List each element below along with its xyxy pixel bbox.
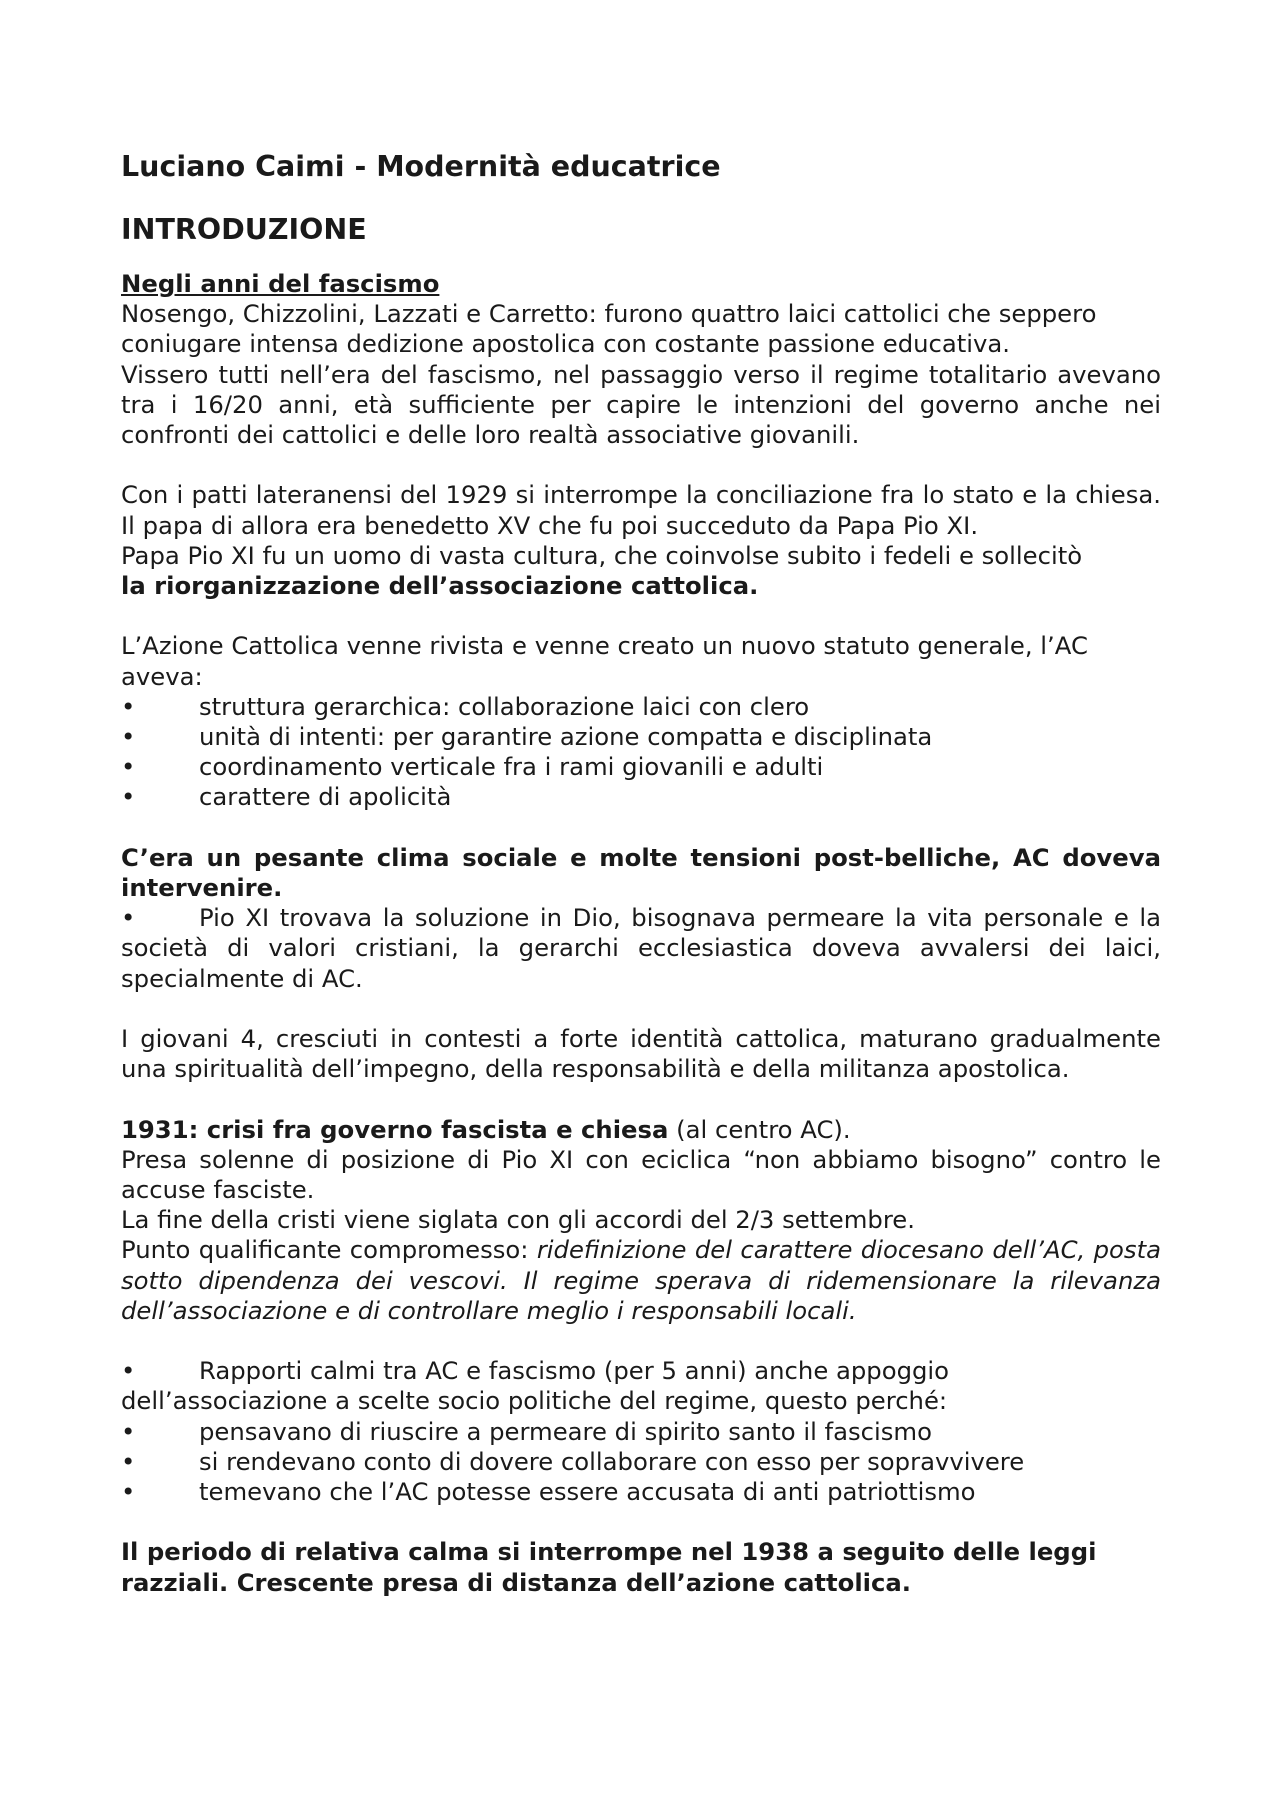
section-heading: INTRODUZIONE (121, 213, 367, 246)
document-page (121, 150, 1161, 1598)
bullet-icon: • (121, 1477, 136, 1507)
ac-features-list (121, 692, 1161, 813)
paragraph-ac-statute: L’Azione Cattolica venne rivista e venne creato un nuovo statuto generale, l’AC aveva: (121, 631, 1088, 691)
paragraph-encyclical: Presa solenne di posizione di Pio XI con eciclica “non abbiamo bisogno” contro le accuse fasciste. (121, 1144, 1161, 1205)
bullet-icon: • (121, 752, 136, 782)
document-title: Luciano Caimi - Modernità educatrice (121, 150, 721, 183)
list-item: • struttura gerarchica: collaborazione laici con clero (121, 691, 810, 721)
list-item: • temevano che l’AC potesse essere accusata di anti patriottismo (121, 1477, 976, 1507)
list-item: • pensavano di riuscire a permeare di spirito santo il fascismo (121, 1416, 932, 1446)
list-item: • carattere di apolicità (121, 782, 452, 812)
pius-xi-text: Papa Pio XI fu un uomo di vasta cultura, che coinvolse subito i fedeli e sollecitò (121, 540, 1083, 570)
list-item: • si rendevano conto di dovere collaborare con esso per sopravvivere (121, 1446, 1025, 1476)
paragraph-september-accords: La fine della cristi viene siglata con gli accordi del 2/3 settembre. (121, 1205, 915, 1235)
paragraph-pius-xi (121, 541, 1161, 601)
bullet-icon: • (121, 903, 136, 933)
list-item: • unità di intenti: per garantire azione compatta e disciplinata (121, 722, 933, 752)
paragraph-compromise: Punto qualificante compromesso: ridefinizione del carattere diocesano dell’AC, posta sotto dipendenza dei vescovi. Il regime sperava di ridemensionare la rilevanza dell’associazione e di controllare meglio i responsabili locali. (121, 1235, 1161, 1325)
paragraph-lateran-pacts: Con i patti lateranensi del 1929 si interrompe la conciliazione fra lo stato e la chiesa. Il papa di allora era benedetto XV che fu poi succeduto da Papa Pio XI. (121, 480, 1161, 540)
bullet-icon: • (121, 722, 136, 752)
paragraph-post-war-climate: C’era un pesante clima sociale e molte tensioni post-belliche, AC doveva intervenire. (121, 842, 1161, 903)
bullet-icon: • (121, 782, 136, 812)
paragraph-1931-crisis: 1931: crisi fra governo fascista e chiesa (al centro AC). (121, 1114, 851, 1144)
paragraph-fascism-era: Vissero tutti nell’era del fascismo, nel passaggio verso il regime totalitario avevano tra i 16/20 anni, età sufficiente per capire le intenzioni del governo anche nei confronti dei cattolici e delle loro realtà associative giovanili. (121, 359, 1161, 450)
reasons-list (121, 1417, 1161, 1508)
paragraph-racial-laws: Il periodo di relativa calma si interrompe nel 1938 a seguito delle leggi razziali. Crescente presa di distanza dell’azione cattolica. (121, 1537, 1097, 1597)
paragraph-pius-xi-solution: • Pio XI trovava la soluzione in Dio, bisognava permeare la vita personale e la società di valori cristiani, la gerarchi ecclesiastica doveva avvalersi dei laici, specialmente di AC. (121, 903, 1161, 993)
subheading: Negli anni del fascismo (121, 269, 440, 298)
bullet-icon: • (121, 1416, 136, 1446)
bullet-icon: • (121, 1356, 136, 1386)
list-item: • coordinamento verticale fra i rami giovanili e adulti (121, 752, 824, 782)
pius-xi-bold: la riorganizzazione dell’associazione cattolica. (121, 571, 759, 601)
paragraph-young-four: I giovani 4, cresciuti in contesti a forte identità cattolica, maturano gradualmente una spiritualità dell’impegno, della responsabilità e della militanza apostolica. (121, 1024, 1161, 1084)
bullet-icon: • (121, 691, 136, 721)
paragraph-intro: Nosengo, Chizzolini, Lazzati e Carretto: furono quattro laici cattolici che seppero coniugare intensa dedizione apostolica con costante passione educativa. (121, 299, 1097, 359)
bullet-icon: • (121, 1446, 136, 1476)
paragraph-calm-relations: • Rapporti calmi tra AC e fascismo (per 5 anni) anche appoggio dell’associazione a scelte socio politiche del regime, questo perché: (121, 1356, 950, 1416)
